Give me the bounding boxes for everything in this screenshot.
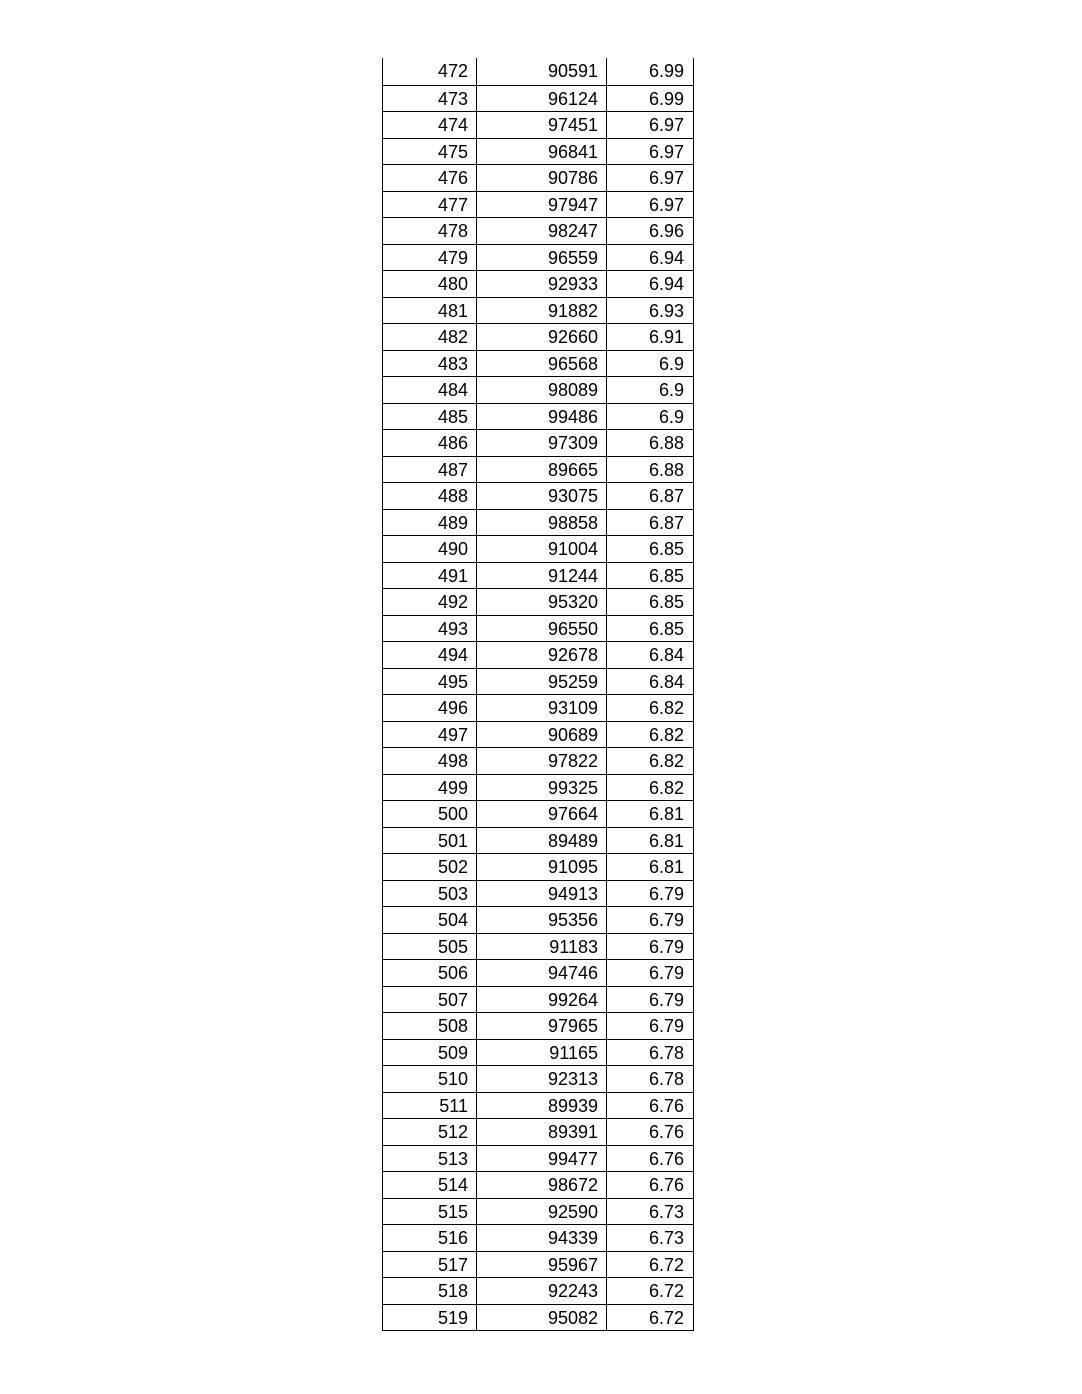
table-row bbox=[383, 880, 693, 907]
row-index-cell[interactable]: 490 bbox=[383, 536, 477, 562]
table-row bbox=[383, 906, 693, 933]
id-cell[interactable]: 89665 bbox=[477, 457, 607, 483]
table-row bbox=[383, 376, 693, 403]
id-cell[interactable]: 97965 bbox=[477, 1013, 607, 1039]
row-index-cell[interactable]: 516 bbox=[383, 1225, 477, 1251]
table-row bbox=[383, 853, 693, 880]
table-row bbox=[383, 694, 693, 721]
score-cell[interactable]: 6.99 bbox=[648, 61, 684, 81]
row-index-cell[interactable]: 479 bbox=[383, 245, 477, 271]
table-row bbox=[383, 641, 693, 668]
score-cell[interactable]: 6.91 bbox=[648, 327, 684, 347]
table-row bbox=[383, 1224, 693, 1251]
score-cell[interactable]: 6.82 bbox=[648, 751, 684, 771]
id-cell[interactable]: 92590 bbox=[477, 1199, 607, 1225]
row-index-cell[interactable]: 502 bbox=[383, 854, 477, 880]
score-cell[interactable]: 6.76 bbox=[648, 1122, 684, 1142]
table-row bbox=[383, 191, 693, 218]
table-row bbox=[383, 774, 693, 801]
score-cell[interactable]: 6.94 bbox=[648, 274, 684, 294]
id-cell[interactable]: 89939 bbox=[477, 1093, 607, 1119]
table-row bbox=[383, 58, 693, 85]
table-row bbox=[383, 323, 693, 350]
id-cell[interactable]: 92678 bbox=[477, 642, 607, 668]
table-row bbox=[383, 1039, 693, 1066]
score-cell[interactable]: 6.99 bbox=[648, 88, 684, 109]
id-cell[interactable]: 90689 bbox=[477, 722, 607, 748]
table-row bbox=[383, 535, 693, 562]
score-cell[interactable]: 6.94 bbox=[648, 247, 684, 268]
table-row bbox=[383, 721, 693, 748]
row-index-cell[interactable]: 474 bbox=[383, 112, 477, 138]
row-index-cell[interactable]: 484 bbox=[383, 377, 477, 403]
score-cell[interactable]: 6.84 bbox=[648, 671, 684, 692]
score-cell[interactable]: 6.72 bbox=[648, 1281, 684, 1301]
table-row bbox=[383, 1277, 693, 1304]
data-table bbox=[382, 58, 694, 1331]
row-index-cell[interactable]: 504 bbox=[383, 907, 477, 933]
score-cell[interactable]: 6.73 bbox=[648, 1228, 684, 1248]
score-cell[interactable]: 6.9 bbox=[658, 380, 684, 400]
table-row bbox=[383, 800, 693, 827]
score-cell[interactable]: 6.87 bbox=[648, 512, 684, 533]
score-cell[interactable]: 6.88 bbox=[648, 459, 684, 480]
id-cell[interactable]: 96568 bbox=[477, 351, 607, 377]
score-cell[interactable]: 6.85 bbox=[648, 592, 684, 612]
row-index-cell[interactable]: 509 bbox=[383, 1040, 477, 1066]
score-cell[interactable]: 6.84 bbox=[648, 645, 684, 665]
id-cell[interactable]: 91183 bbox=[477, 934, 607, 960]
id-cell[interactable]: 96550 bbox=[477, 616, 607, 642]
score-cell[interactable]: 6.9 bbox=[658, 406, 684, 427]
table-row bbox=[383, 85, 693, 112]
score-cell[interactable]: 6.85 bbox=[648, 565, 684, 586]
score-cell[interactable]: 6.81 bbox=[648, 830, 684, 851]
table-row bbox=[383, 482, 693, 509]
row-index-cell[interactable]: 506 bbox=[383, 960, 477, 986]
score-cell[interactable]: 6.87 bbox=[648, 486, 684, 506]
row-index-cell[interactable]: 518 bbox=[383, 1278, 477, 1304]
score-cell[interactable]: 6.85 bbox=[648, 539, 684, 559]
score-cell[interactable]: 6.81 bbox=[648, 857, 684, 877]
table-row bbox=[383, 1118, 693, 1145]
id-cell[interactable]: 91882 bbox=[477, 298, 607, 324]
score-cell[interactable]: 6.79 bbox=[648, 963, 684, 983]
table-row bbox=[383, 244, 693, 271]
row-index-cell[interactable]: 517 bbox=[383, 1252, 477, 1278]
score-cell[interactable]: 6.97 bbox=[648, 168, 684, 188]
id-cell[interactable]: 93075 bbox=[477, 483, 607, 509]
score-cell[interactable]: 6.97 bbox=[648, 115, 684, 135]
score-cell[interactable]: 6.93 bbox=[648, 300, 684, 321]
row-index-cell[interactable]: 515 bbox=[383, 1199, 477, 1225]
id-cell[interactable]: 90591 bbox=[477, 58, 607, 85]
id-cell[interactable]: 98858 bbox=[477, 510, 607, 536]
row-index-cell[interactable]: 514 bbox=[383, 1172, 477, 1198]
row-index-cell[interactable]: 508 bbox=[383, 1013, 477, 1039]
id-cell[interactable]: 94746 bbox=[477, 960, 607, 986]
score-cell[interactable]: 6.78 bbox=[648, 1069, 684, 1089]
row-index-cell[interactable]: 519 bbox=[383, 1305, 477, 1331]
id-cell[interactable]: 95082 bbox=[477, 1305, 607, 1331]
row-index-cell[interactable]: 489 bbox=[383, 510, 477, 536]
id-cell[interactable]: 99325 bbox=[477, 775, 607, 801]
table-row bbox=[383, 164, 693, 191]
row-index-cell[interactable]: 482 bbox=[383, 324, 477, 350]
row-index-cell[interactable]: 512 bbox=[383, 1119, 477, 1145]
id-cell[interactable]: 98089 bbox=[477, 377, 607, 403]
id-cell[interactable]: 94339 bbox=[477, 1225, 607, 1251]
score-cell[interactable]: 6.82 bbox=[648, 777, 684, 798]
score-cell[interactable]: 6.85 bbox=[648, 618, 684, 639]
table-row bbox=[383, 297, 693, 324]
id-cell[interactable]: 97451 bbox=[477, 112, 607, 138]
table-row bbox=[383, 1012, 693, 1039]
score-cell[interactable]: 6.73 bbox=[648, 1201, 684, 1222]
table-row bbox=[383, 509, 693, 536]
row-index-cell[interactable]: 498 bbox=[383, 748, 477, 774]
row-index-cell[interactable]: 491 bbox=[383, 563, 477, 589]
row-index-cell[interactable]: 496 bbox=[383, 695, 477, 721]
id-cell[interactable]: 93109 bbox=[477, 695, 607, 721]
id-cell[interactable]: 91165 bbox=[477, 1040, 607, 1066]
table-row bbox=[383, 986, 693, 1013]
id-cell[interactable]: 91244 bbox=[477, 563, 607, 589]
id-cell[interactable]: 95967 bbox=[477, 1252, 607, 1278]
id-cell[interactable]: 92660 bbox=[477, 324, 607, 350]
id-cell[interactable]: 97309 bbox=[477, 430, 607, 456]
table-row bbox=[383, 827, 693, 854]
row-index-cell[interactable]: 487 bbox=[383, 457, 477, 483]
table-row bbox=[383, 403, 693, 430]
id-cell[interactable]: 95259 bbox=[477, 669, 607, 695]
table-row bbox=[383, 456, 693, 483]
table-row bbox=[383, 350, 693, 377]
row-index-cell[interactable]: 495 bbox=[383, 669, 477, 695]
row-index-cell[interactable]: 488 bbox=[383, 483, 477, 509]
table-row bbox=[383, 111, 693, 138]
id-cell[interactable]: 99477 bbox=[477, 1146, 607, 1172]
row-index-cell[interactable]: 501 bbox=[383, 828, 477, 854]
score-cell[interactable]: 6.9 bbox=[658, 353, 684, 374]
score-cell[interactable]: 6.79 bbox=[648, 1016, 684, 1036]
row-index-cell[interactable]: 505 bbox=[383, 934, 477, 960]
row-index-cell[interactable]: 492 bbox=[383, 589, 477, 615]
row-index-cell[interactable]: 473 bbox=[383, 86, 477, 112]
table-row bbox=[383, 615, 693, 642]
row-index-cell[interactable]: 481 bbox=[383, 298, 477, 324]
score-cell[interactable]: 6.82 bbox=[648, 724, 684, 745]
id-cell[interactable]: 96124 bbox=[477, 86, 607, 112]
score-cell[interactable]: 6.76 bbox=[648, 1095, 684, 1116]
id-cell[interactable]: 92933 bbox=[477, 271, 607, 297]
id-cell[interactable]: 97822 bbox=[477, 748, 607, 774]
id-cell[interactable]: 96841 bbox=[477, 139, 607, 165]
row-index-cell[interactable]: 486 bbox=[383, 430, 477, 456]
row-index-cell[interactable]: 503 bbox=[383, 881, 477, 907]
table-row bbox=[383, 588, 693, 615]
id-cell[interactable]: 89391 bbox=[477, 1119, 607, 1145]
row-index-cell[interactable]: 483 bbox=[383, 351, 477, 377]
id-cell[interactable]: 95320 bbox=[477, 589, 607, 615]
table-row bbox=[383, 1065, 693, 1092]
row-index-cell[interactable]: 494 bbox=[383, 642, 477, 668]
id-cell[interactable]: 92243 bbox=[477, 1278, 607, 1304]
table-row bbox=[383, 217, 693, 244]
table-row bbox=[383, 1198, 693, 1225]
id-cell[interactable]: 94913 bbox=[477, 881, 607, 907]
table-row bbox=[383, 1251, 693, 1278]
row-index-cell[interactable]: 485 bbox=[383, 404, 477, 430]
score-cell[interactable]: 6.78 bbox=[648, 1042, 684, 1063]
score-cell[interactable]: 6.72 bbox=[648, 1254, 684, 1275]
id-cell[interactable]: 97947 bbox=[477, 192, 607, 218]
row-index-cell[interactable]: 472 bbox=[383, 58, 477, 85]
table-row bbox=[383, 270, 693, 297]
score-cell[interactable]: 6.97 bbox=[648, 141, 684, 162]
id-cell[interactable]: 98672 bbox=[477, 1172, 607, 1198]
score-cell[interactable]: 6.79 bbox=[648, 910, 684, 930]
table-row bbox=[383, 1092, 693, 1119]
row-index-cell[interactable]: 513 bbox=[383, 1146, 477, 1172]
id-cell[interactable]: 98247 bbox=[477, 218, 607, 244]
id-cell[interactable]: 99486 bbox=[477, 404, 607, 430]
row-index-cell[interactable]: 493 bbox=[383, 616, 477, 642]
score-cell[interactable]: 6.97 bbox=[648, 194, 684, 215]
row-index-cell[interactable]: 507 bbox=[383, 987, 477, 1013]
row-index-cell[interactable]: 475 bbox=[383, 139, 477, 165]
id-cell[interactable]: 91095 bbox=[477, 854, 607, 880]
id-cell[interactable]: 90786 bbox=[477, 165, 607, 191]
score-cell[interactable]: 6.88 bbox=[648, 433, 684, 453]
table-row bbox=[383, 562, 693, 589]
table-row bbox=[383, 429, 693, 456]
score-cell[interactable]: 6.81 bbox=[648, 804, 684, 824]
row-index-cell[interactable]: 499 bbox=[383, 775, 477, 801]
id-cell[interactable]: 96559 bbox=[477, 245, 607, 271]
id-cell[interactable]: 91004 bbox=[477, 536, 607, 562]
id-cell[interactable]: 95356 bbox=[477, 907, 607, 933]
id-cell[interactable]: 97664 bbox=[477, 801, 607, 827]
table-row bbox=[383, 933, 693, 960]
table-row bbox=[383, 1171, 693, 1198]
score-cell[interactable]: 6.96 bbox=[648, 221, 684, 241]
table-row bbox=[383, 1145, 693, 1172]
row-index-cell[interactable]: 500 bbox=[383, 801, 477, 827]
id-cell[interactable]: 89489 bbox=[477, 828, 607, 854]
row-index-cell[interactable]: 510 bbox=[383, 1066, 477, 1092]
table-row bbox=[383, 959, 693, 986]
id-cell[interactable]: 99264 bbox=[477, 987, 607, 1013]
score-cell[interactable]: 6.79 bbox=[648, 989, 684, 1010]
table-row bbox=[383, 668, 693, 695]
row-index-cell[interactable]: 497 bbox=[383, 722, 477, 748]
row-index-cell[interactable]: 476 bbox=[383, 165, 477, 191]
score-cell[interactable]: 6.79 bbox=[648, 883, 684, 904]
table-row bbox=[383, 138, 693, 165]
row-index-cell[interactable]: 480 bbox=[383, 271, 477, 297]
score-cell[interactable]: 6.76 bbox=[648, 1175, 684, 1195]
row-index-cell[interactable]: 477 bbox=[383, 192, 477, 218]
score-cell[interactable]: 6.82 bbox=[648, 698, 684, 718]
row-index-cell[interactable]: 478 bbox=[383, 218, 477, 244]
row-index-cell[interactable]: 511 bbox=[383, 1093, 477, 1119]
table-row bbox=[383, 747, 693, 774]
id-cell[interactable]: 92313 bbox=[477, 1066, 607, 1092]
score-cell[interactable]: 6.72 bbox=[648, 1307, 684, 1328]
score-cell[interactable]: 6.79 bbox=[648, 936, 684, 957]
score-cell[interactable]: 6.76 bbox=[648, 1148, 684, 1169]
table-row bbox=[383, 1304, 693, 1331]
